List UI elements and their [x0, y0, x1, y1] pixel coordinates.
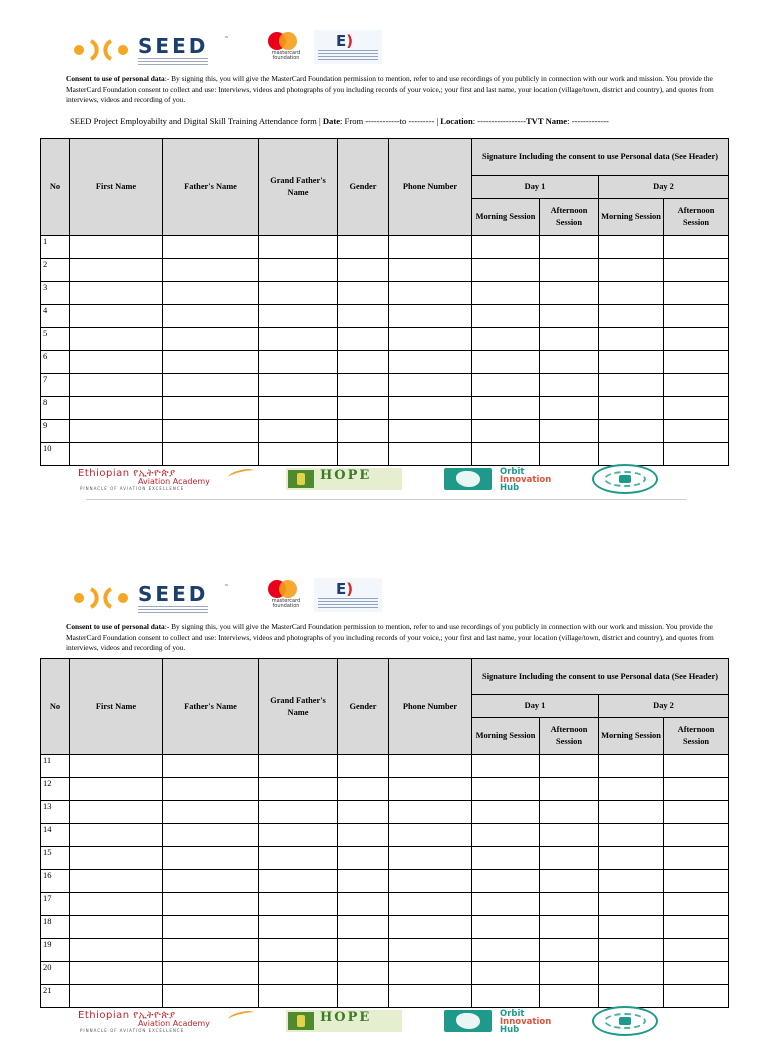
fathers-name-cell[interactable] — [163, 443, 259, 466]
grand-fathers-name-cell[interactable] — [259, 962, 338, 985]
grand-fathers-name-cell[interactable] — [259, 282, 338, 305]
table-row — [41, 328, 729, 351]
col-header-day2-afternoon: Afternoon Session — [664, 199, 729, 236]
day1-morning-signature-cell[interactable] — [472, 962, 540, 985]
day2-afternoon-signature-cell[interactable] — [664, 236, 729, 259]
day1-morning-signature-cell[interactable] — [472, 985, 540, 1008]
seed-tagline — [138, 58, 208, 66]
day1-afternoon-signature-cell[interactable] — [540, 397, 599, 420]
fathers-name-cell[interactable] — [163, 305, 259, 328]
day2-afternoon-signature-cell[interactable] — [664, 985, 729, 1008]
col-header-grand-fathers-name: Grand Father's Name — [259, 659, 338, 755]
table-row — [41, 870, 729, 893]
seed-wordmark: SEED — [138, 582, 209, 606]
first-name-cell[interactable] — [70, 305, 163, 328]
mastercard-foundation-logo: mastercard foundation — [264, 30, 308, 62]
day2-afternoon-signature-cell[interactable] — [664, 801, 729, 824]
gender-cell[interactable] — [338, 916, 389, 939]
consent-text: :- By signing this, you will give the MasterCard Foundation permission to mention, refer to and use recordings of you publicly in connection with our work and mission. You provide the MasterCard Foundation consent to collect and use: Interviews, videos and photographs of you including records of your voice,; your first and last name, your location (village/town, district and country), and quotes from interviews, videos and recording of you. — [66, 622, 714, 652]
first-name-cell[interactable] — [70, 236, 163, 259]
col-header-day1-afternoon: Afternoon Session — [540, 199, 599, 236]
row-number: 18 — [41, 916, 70, 939]
table-row — [41, 305, 729, 328]
col-header-no: No — [41, 139, 70, 236]
day2-afternoon-signature-cell[interactable] — [664, 778, 729, 801]
day1-morning-signature-cell[interactable] — [472, 755, 540, 778]
grand-fathers-name-cell[interactable] — [259, 916, 338, 939]
day1-morning-signature-cell[interactable] — [472, 351, 540, 374]
row-number: 20 — [41, 962, 70, 985]
day2-morning-signature-cell[interactable] — [599, 328, 664, 351]
col-header-phone: Phone Number — [389, 139, 472, 236]
day1-morning-signature-cell[interactable] — [472, 870, 540, 893]
seed-tagline — [138, 606, 208, 614]
attendance-table — [40, 138, 729, 466]
row-number: 12 — [41, 778, 70, 801]
row-number: 6 — [41, 351, 70, 374]
day1-afternoon-signature-cell[interactable] — [540, 962, 599, 985]
row-number: 10 — [41, 443, 70, 466]
first-name-cell[interactable] — [70, 847, 163, 870]
phone-number-cell[interactable] — [389, 282, 472, 305]
day2-morning-signature-cell[interactable] — [599, 962, 664, 985]
fathers-name-cell[interactable] — [163, 236, 259, 259]
day1-afternoon-signature-cell[interactable] — [540, 259, 599, 282]
day1-afternoon-signature-cell[interactable] — [540, 420, 599, 443]
day2-morning-signature-cell[interactable] — [599, 397, 664, 420]
day1-afternoon-signature-cell[interactable] — [540, 443, 599, 466]
gender-cell[interactable] — [338, 443, 389, 466]
grand-fathers-name-cell[interactable] — [259, 824, 338, 847]
row-number: 21 — [41, 985, 70, 1008]
seed-wordmark: SEED — [138, 34, 209, 58]
day2-morning-signature-cell[interactable] — [599, 801, 664, 824]
day1-afternoon-signature-cell[interactable] — [540, 305, 599, 328]
table-row — [41, 824, 729, 847]
grand-fathers-name-cell[interactable] — [259, 939, 338, 962]
table-row — [41, 259, 729, 282]
col-header-fathers-name: Father's Name — [163, 139, 259, 236]
col-header-first-name: First Name — [70, 139, 163, 236]
day2-morning-signature-cell[interactable] — [599, 351, 664, 374]
location-field[interactable]: : ----------------- — [472, 116, 526, 126]
partner-logos-footer — [78, 1006, 686, 1044]
gender-cell[interactable] — [338, 870, 389, 893]
grand-fathers-name-cell[interactable] — [259, 259, 338, 282]
table-row — [41, 962, 729, 985]
gender-cell[interactable] — [338, 847, 389, 870]
table-row — [41, 351, 729, 374]
day2-morning-signature-cell[interactable] — [599, 282, 664, 305]
phone-number-cell[interactable] — [389, 870, 472, 893]
ethiopian-aviation-academy-logo: Ethiopian የኢትዮጵያ Aviation Academy PINNACLE OF AVIATION EXCELLENCE — [78, 1010, 258, 1034]
first-name-cell[interactable] — [70, 755, 163, 778]
col-header-day1: Day 1 — [472, 176, 599, 199]
grand-fathers-name-cell[interactable] — [259, 778, 338, 801]
grand-fathers-name-cell[interactable] — [259, 985, 338, 1008]
col-header-day1-afternoon: Afternoon Session — [540, 718, 599, 755]
gender-cell[interactable] — [338, 259, 389, 282]
first-name-cell[interactable] — [70, 259, 163, 282]
grand-fathers-name-cell[interactable] — [259, 893, 338, 916]
day1-morning-signature-cell[interactable] — [472, 305, 540, 328]
fathers-name-cell[interactable] — [163, 962, 259, 985]
gender-cell[interactable] — [338, 939, 389, 962]
seed-mark-icon — [71, 39, 131, 61]
row-number: 7 — [41, 374, 70, 397]
phone-number-cell[interactable] — [389, 824, 472, 847]
day2-morning-signature-cell[interactable] — [599, 374, 664, 397]
grand-fathers-name-cell[interactable] — [259, 870, 338, 893]
row-number: 15 — [41, 847, 70, 870]
day2-morning-signature-cell[interactable] — [599, 236, 664, 259]
first-name-cell[interactable] — [70, 870, 163, 893]
col-header-gender: Gender — [338, 659, 389, 755]
table-row — [41, 755, 729, 778]
day2-afternoon-signature-cell[interactable] — [664, 420, 729, 443]
form-title-line: SEED Project Employabilty and Digital Skill Training Attendance form | Date: From ------------to --------- | Location: -----------------TVT Name: ------------- — [70, 116, 609, 126]
phone-number-cell[interactable] — [389, 916, 472, 939]
grand-fathers-name-cell[interactable] — [259, 755, 338, 778]
day1-morning-signature-cell[interactable] — [472, 259, 540, 282]
day2-afternoon-signature-cell[interactable] — [664, 847, 729, 870]
consent-label: Consent to use of personal data — [66, 74, 165, 83]
day1-morning-signature-cell[interactable] — [472, 824, 540, 847]
first-name-cell[interactable] — [70, 893, 163, 916]
page2-rows — [41, 755, 729, 1008]
day2-afternoon-signature-cell[interactable] — [664, 824, 729, 847]
day1-afternoon-signature-cell[interactable] — [540, 985, 599, 1008]
first-name-cell[interactable] — [70, 328, 163, 351]
row-number: 4 — [41, 305, 70, 328]
phone-number-cell[interactable] — [389, 985, 472, 1008]
gender-cell[interactable] — [338, 755, 389, 778]
gender-cell[interactable] — [338, 282, 389, 305]
institution-seal-icon — [592, 464, 658, 494]
first-name-cell[interactable] — [70, 397, 163, 420]
fathers-name-cell[interactable] — [163, 259, 259, 282]
grand-fathers-name-cell[interactable] — [259, 351, 338, 374]
fathers-name-cell[interactable] — [163, 328, 259, 351]
day1-morning-signature-cell[interactable] — [472, 397, 540, 420]
day1-morning-signature-cell[interactable] — [472, 801, 540, 824]
phone-number-cell[interactable] — [389, 420, 472, 443]
day1-afternoon-signature-cell[interactable] — [540, 916, 599, 939]
row-number: 14 — [41, 824, 70, 847]
fathers-name-cell[interactable] — [163, 282, 259, 305]
row-number: 1 — [41, 236, 70, 259]
day2-afternoon-signature-cell[interactable] — [664, 443, 729, 466]
col-header-no: No — [41, 659, 70, 755]
phone-number-cell[interactable] — [389, 939, 472, 962]
day1-afternoon-signature-cell[interactable] — [540, 236, 599, 259]
col-header-day1-morning: Morning Session — [472, 718, 540, 755]
first-name-cell[interactable] — [70, 985, 163, 1008]
table-row — [41, 939, 729, 962]
day1-morning-signature-cell[interactable] — [472, 893, 540, 916]
col-header-day2-afternoon: Afternoon Session — [664, 718, 729, 755]
partner-logos-footer — [78, 464, 686, 502]
col-header-day1: Day 1 — [472, 695, 599, 718]
africa-map-icon — [444, 1010, 492, 1032]
row-number: 16 — [41, 870, 70, 893]
day2-morning-signature-cell[interactable] — [599, 778, 664, 801]
first-name-cell[interactable] — [70, 778, 163, 801]
page1-rows — [41, 236, 729, 466]
gender-cell[interactable] — [338, 420, 389, 443]
fathers-name-cell[interactable] — [163, 847, 259, 870]
fathers-name-cell[interactable] — [163, 397, 259, 420]
phone-number-cell[interactable] — [389, 801, 472, 824]
gender-cell[interactable] — [338, 328, 389, 351]
first-name-cell[interactable] — [70, 916, 163, 939]
grand-fathers-name-cell[interactable] — [259, 305, 338, 328]
day2-afternoon-signature-cell[interactable] — [664, 259, 729, 282]
phone-number-cell[interactable] — [389, 236, 472, 259]
header-logos — [66, 578, 406, 612]
row-number: 9 — [41, 420, 70, 443]
day2-morning-signature-cell[interactable] — [599, 939, 664, 962]
day1-afternoon-signature-cell[interactable] — [540, 939, 599, 962]
grand-fathers-name-cell[interactable] — [259, 443, 338, 466]
day1-afternoon-signature-cell[interactable] — [540, 282, 599, 305]
table-row — [41, 236, 729, 259]
col-header-day2-morning: Morning Session — [599, 718, 664, 755]
grand-fathers-name-cell[interactable] — [259, 397, 338, 420]
day1-morning-signature-cell[interactable] — [472, 778, 540, 801]
mastercard-foundation-logo: mastercard foundation — [264, 578, 308, 610]
row-number: 5 — [41, 328, 70, 351]
gender-cell[interactable] — [338, 824, 389, 847]
grand-fathers-name-cell[interactable] — [259, 374, 338, 397]
gender-cell[interactable] — [338, 236, 389, 259]
day1-afternoon-signature-cell[interactable] — [540, 847, 599, 870]
day2-afternoon-signature-cell[interactable] — [664, 870, 729, 893]
day2-morning-signature-cell[interactable] — [599, 443, 664, 466]
table-row — [41, 420, 729, 443]
phone-number-cell[interactable] — [389, 443, 472, 466]
consent-text: :- By signing this, you will give the MasterCard Foundation permission to mention, refer to and use recordings of you publicly in connection with our work and mission. You provide the MasterCard Foundation consent to collect and use: Interviews, videos and photographs of you including records of your voice,; your first and last name, your location (village/town, district and country), and quotes from interviews, videos and recording of you. — [66, 74, 714, 104]
fathers-name-cell[interactable] — [163, 870, 259, 893]
row-number: 2 — [41, 259, 70, 282]
day1-afternoon-signature-cell[interactable] — [540, 755, 599, 778]
table-row — [41, 443, 729, 466]
africa-map-icon — [444, 468, 492, 490]
gender-cell[interactable] — [338, 985, 389, 1008]
orbit-innovation-hub-logo: Orbit Innovation Hub — [444, 468, 574, 492]
ethiopian-aviation-academy-logo: Ethiopian የኢትዮጵያ Aviation Academy PINNACLE OF AVIATION EXCELLENCE — [78, 468, 258, 492]
gender-cell[interactable] — [338, 351, 389, 374]
day2-morning-signature-cell[interactable] — [599, 259, 664, 282]
first-name-cell[interactable] — [70, 824, 163, 847]
gender-cell[interactable] — [338, 397, 389, 420]
day2-morning-signature-cell[interactable] — [599, 305, 664, 328]
header-logos — [66, 30, 406, 64]
day1-afternoon-signature-cell[interactable] — [540, 778, 599, 801]
consent-label: Consent to use of personal data — [66, 622, 165, 631]
tvt-name-field[interactable]: : ------------- — [567, 116, 609, 126]
day2-afternoon-signature-cell[interactable] — [664, 374, 729, 397]
gender-cell[interactable] — [338, 893, 389, 916]
fathers-name-cell[interactable] — [163, 939, 259, 962]
col-header-day2: Day 2 — [599, 695, 729, 718]
day2-morning-signature-cell[interactable] — [599, 420, 664, 443]
seed-logo — [66, 34, 236, 64]
day2-morning-signature-cell[interactable] — [599, 870, 664, 893]
day2-morning-signature-cell[interactable] — [599, 824, 664, 847]
day2-afternoon-signature-cell[interactable] — [664, 397, 729, 420]
trademark-mark: ™ — [224, 36, 229, 42]
day1-morning-signature-cell[interactable] — [472, 916, 540, 939]
col-header-first-name: First Name — [70, 659, 163, 755]
day1-morning-signature-cell[interactable] — [472, 282, 540, 305]
col-header-grand-fathers-name: Grand Father's Name — [259, 139, 338, 236]
grand-fathers-name-cell[interactable] — [259, 847, 338, 870]
first-name-cell[interactable] — [70, 282, 163, 305]
day2-afternoon-signature-cell[interactable] — [664, 305, 729, 328]
partner-logo: E) — [314, 30, 382, 64]
phone-number-cell[interactable] — [389, 778, 472, 801]
day2-afternoon-signature-cell[interactable] — [664, 351, 729, 374]
table-row — [41, 847, 729, 870]
phone-number-cell[interactable] — [389, 305, 472, 328]
first-name-cell[interactable] — [70, 962, 163, 985]
day1-morning-signature-cell[interactable] — [472, 420, 540, 443]
first-name-cell[interactable] — [70, 939, 163, 962]
day1-morning-signature-cell[interactable] — [472, 443, 540, 466]
grand-fathers-name-cell[interactable] — [259, 420, 338, 443]
fathers-name-cell[interactable] — [163, 916, 259, 939]
phone-number-cell[interactable] — [389, 328, 472, 351]
table-row — [41, 778, 729, 801]
day1-afternoon-signature-cell[interactable] — [540, 351, 599, 374]
day2-afternoon-signature-cell[interactable] — [664, 962, 729, 985]
orbit-innovation-hub-logo: Orbit Innovation Hub — [444, 1010, 574, 1034]
first-name-cell[interactable] — [70, 801, 163, 824]
fathers-name-cell[interactable] — [163, 778, 259, 801]
gender-cell[interactable] — [338, 305, 389, 328]
first-name-cell[interactable] — [70, 351, 163, 374]
day2-afternoon-signature-cell[interactable] — [664, 755, 729, 778]
consent-paragraph — [66, 622, 716, 654]
day1-morning-signature-cell[interactable] — [472, 328, 540, 351]
date-field[interactable]: : From ------------to --------- | — [340, 116, 441, 126]
day2-afternoon-signature-cell[interactable] — [664, 893, 729, 916]
col-header-day1-morning: Morning Session — [472, 199, 540, 236]
fathers-name-cell[interactable] — [163, 824, 259, 847]
col-header-phone: Phone Number — [389, 659, 472, 755]
day2-afternoon-signature-cell[interactable] — [664, 282, 729, 305]
gender-cell[interactable] — [338, 801, 389, 824]
day1-morning-signature-cell[interactable] — [472, 236, 540, 259]
fathers-name-cell[interactable] — [163, 755, 259, 778]
day1-afternoon-signature-cell[interactable] — [540, 824, 599, 847]
phone-number-cell[interactable] — [389, 755, 472, 778]
day2-morning-signature-cell[interactable] — [599, 893, 664, 916]
fathers-name-cell[interactable] — [163, 420, 259, 443]
institution-seal-icon — [592, 1006, 658, 1036]
gender-cell[interactable] — [338, 778, 389, 801]
partner-logo: E) — [314, 578, 382, 612]
day1-afternoon-signature-cell[interactable] — [540, 870, 599, 893]
grand-fathers-name-cell[interactable] — [259, 236, 338, 259]
day2-morning-signature-cell[interactable] — [599, 985, 664, 1008]
col-header-day2: Day 2 — [599, 176, 729, 199]
day1-morning-signature-cell[interactable] — [472, 939, 540, 962]
first-name-cell[interactable] — [70, 420, 163, 443]
gender-cell[interactable] — [338, 374, 389, 397]
col-header-gender: Gender — [338, 139, 389, 236]
phone-number-cell[interactable] — [389, 374, 472, 397]
day1-afternoon-signature-cell[interactable] — [540, 801, 599, 824]
col-header-signature: Signature Including the consent to use Personal data (See Header) — [472, 139, 729, 176]
row-number: 3 — [41, 282, 70, 305]
row-number: 11 — [41, 755, 70, 778]
phone-number-cell[interactable] — [389, 847, 472, 870]
first-name-cell[interactable] — [70, 443, 163, 466]
grand-fathers-name-cell[interactable] — [259, 801, 338, 824]
day2-afternoon-signature-cell[interactable] — [664, 328, 729, 351]
phone-number-cell[interactable] — [389, 962, 472, 985]
fathers-name-cell[interactable] — [163, 351, 259, 374]
day2-afternoon-signature-cell[interactable] — [664, 916, 729, 939]
day1-afternoon-signature-cell[interactable] — [540, 893, 599, 916]
fathers-name-cell[interactable] — [163, 893, 259, 916]
grand-fathers-name-cell[interactable] — [259, 328, 338, 351]
row-number: 13 — [41, 801, 70, 824]
day2-morning-signature-cell[interactable] — [599, 847, 664, 870]
col-header-day2-morning: Morning Session — [599, 199, 664, 236]
row-number: 8 — [41, 397, 70, 420]
col-header-signature: Signature Including the consent to use Personal data (See Header) — [472, 659, 729, 695]
day1-afternoon-signature-cell[interactable] — [540, 374, 599, 397]
seed-mark-icon — [71, 587, 131, 609]
day1-afternoon-signature-cell[interactable] — [540, 328, 599, 351]
first-name-cell[interactable] — [70, 374, 163, 397]
table-row — [41, 282, 729, 305]
table-row — [41, 985, 729, 1008]
day2-morning-signature-cell[interactable] — [599, 755, 664, 778]
day2-afternoon-signature-cell[interactable] — [664, 939, 729, 962]
hope-logo: HOPE — [286, 468, 402, 490]
table-row — [41, 374, 729, 397]
gender-cell[interactable] — [338, 962, 389, 985]
day1-morning-signature-cell[interactable] — [472, 374, 540, 397]
table-row — [41, 916, 729, 939]
table-row — [41, 893, 729, 916]
fathers-name-cell[interactable] — [163, 985, 259, 1008]
phone-number-cell[interactable] — [389, 351, 472, 374]
fathers-name-cell[interactable] — [163, 801, 259, 824]
fathers-name-cell[interactable] — [163, 374, 259, 397]
seed-logo — [66, 582, 236, 612]
col-header-fathers-name: Father's Name — [163, 659, 259, 755]
phone-number-cell[interactable] — [389, 259, 472, 282]
row-number: 19 — [41, 939, 70, 962]
phone-number-cell[interactable] — [389, 893, 472, 916]
day2-morning-signature-cell[interactable] — [599, 916, 664, 939]
day1-morning-signature-cell[interactable] — [472, 847, 540, 870]
trademark-mark: ™ — [224, 584, 229, 590]
hope-logo: HOPE — [286, 1010, 402, 1032]
consent-paragraph — [66, 74, 716, 106]
row-number: 17 — [41, 893, 70, 916]
attendance-table — [40, 658, 729, 1008]
table-row — [41, 801, 729, 824]
table-row — [41, 397, 729, 420]
phone-number-cell[interactable] — [389, 397, 472, 420]
